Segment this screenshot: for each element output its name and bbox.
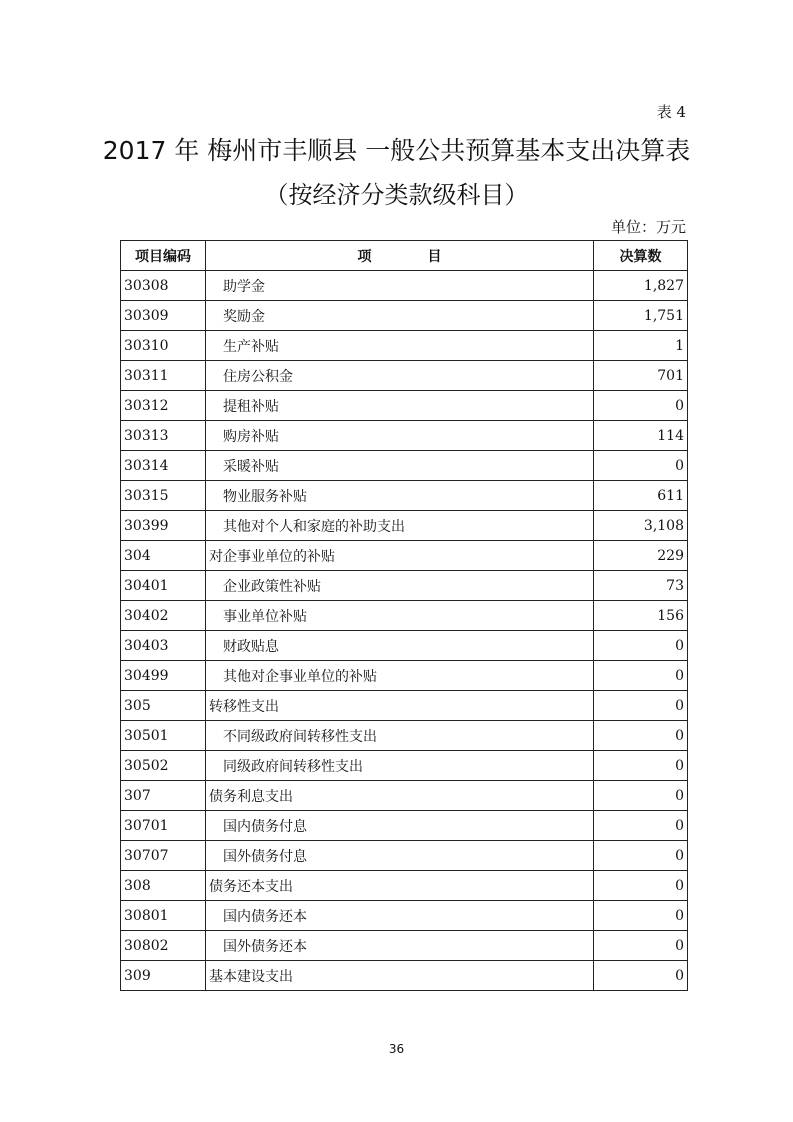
- table-row: [121, 811, 688, 841]
- row-item: 债务利息支出: [206, 781, 594, 811]
- table-row: [121, 871, 688, 901]
- table-row: [121, 271, 688, 301]
- row-amount: 0: [594, 961, 688, 991]
- row-item: 事业单位补贴: [206, 601, 594, 631]
- row-code: 30315: [121, 481, 206, 511]
- row-item: 采暖补贴: [206, 451, 594, 481]
- header-amount: 决算数: [594, 241, 688, 271]
- page-number: 36: [388, 1042, 405, 1056]
- row-code: 30802: [121, 931, 206, 961]
- table-row: [121, 451, 688, 481]
- row-amount: 0: [594, 781, 688, 811]
- row-code: 30313: [121, 421, 206, 451]
- table-row: [121, 301, 688, 331]
- row-amount: 73: [594, 571, 688, 601]
- table-row: [121, 331, 688, 361]
- row-amount: 0: [594, 931, 688, 961]
- row-item: 奖励金: [206, 301, 594, 331]
- row-code: 30311: [121, 361, 206, 391]
- row-item: 债务还本支出: [206, 871, 594, 901]
- row-code: 307: [121, 781, 206, 811]
- row-item: 国外债务付息: [206, 841, 594, 871]
- table-row: [121, 781, 688, 811]
- table-row: [121, 631, 688, 661]
- row-code: 30403: [121, 631, 206, 661]
- header-item: 项 目: [206, 241, 594, 271]
- row-code: 30501: [121, 721, 206, 751]
- row-item: 提租补贴: [206, 391, 594, 421]
- row-item: 基本建设支出: [206, 961, 594, 991]
- page-title: 2017 年 梅州市丰顺县 一般公共预算基本支出决算表: [102, 136, 691, 165]
- table-row: [121, 931, 688, 961]
- table-row: [121, 961, 688, 991]
- row-amount: 0: [594, 391, 688, 421]
- row-amount: 0: [594, 631, 688, 661]
- row-item: 转移性支出: [206, 691, 594, 721]
- row-code: 30310: [121, 331, 206, 361]
- row-amount: 0: [594, 841, 688, 871]
- table-row: [121, 841, 688, 871]
- row-amount: 0: [594, 901, 688, 931]
- row-code: 309: [121, 961, 206, 991]
- row-code: 30312: [121, 391, 206, 421]
- row-amount: 229: [594, 541, 688, 571]
- row-item: 其他对企事业单位的补贴: [206, 661, 594, 691]
- table-body: [121, 271, 688, 991]
- row-amount: 0: [594, 751, 688, 781]
- row-amount: 0: [594, 451, 688, 481]
- row-item: 国外债务还本: [206, 931, 594, 961]
- row-item: 购房补贴: [206, 421, 594, 451]
- unit-label: 单位：万元: [610, 218, 686, 236]
- row-code: 305: [121, 691, 206, 721]
- budget-table: [120, 240, 688, 991]
- row-amount: 701: [594, 361, 688, 391]
- table-row: [121, 691, 688, 721]
- table-row: [121, 601, 688, 631]
- row-item: 国内债务付息: [206, 811, 594, 841]
- table-row: [121, 901, 688, 931]
- row-item: 财政贴息: [206, 631, 594, 661]
- row-amount: 1: [594, 331, 688, 361]
- row-amount: 3,108: [594, 511, 688, 541]
- table-header-row: [121, 241, 688, 271]
- row-amount: 0: [594, 871, 688, 901]
- row-amount: 114: [594, 421, 688, 451]
- table-row: [121, 751, 688, 781]
- row-item: 企业政策性补贴: [206, 571, 594, 601]
- row-code: 30801: [121, 901, 206, 931]
- header-code: 项目编码: [121, 241, 206, 271]
- table-row: [121, 481, 688, 511]
- row-item: 不同级政府间转移性支出: [206, 721, 594, 751]
- row-code: 304: [121, 541, 206, 571]
- row-item: 住房公积金: [206, 361, 594, 391]
- table-row: [121, 721, 688, 751]
- row-amount: 156: [594, 601, 688, 631]
- row-code: 30499: [121, 661, 206, 691]
- row-code: 30314: [121, 451, 206, 481]
- row-amount: 0: [594, 721, 688, 751]
- row-amount: 0: [594, 661, 688, 691]
- row-item: 生产补贴: [206, 331, 594, 361]
- row-code: 30502: [121, 751, 206, 781]
- page-subtitle: （按经济分类款级科目）: [264, 181, 529, 209]
- row-item: 物业服务补贴: [206, 481, 594, 511]
- table-row: [121, 571, 688, 601]
- row-amount: 1,751: [594, 301, 688, 331]
- table-row: [121, 421, 688, 451]
- row-item: 其他对个人和家庭的补助支出: [206, 511, 594, 541]
- row-code: 30707: [121, 841, 206, 871]
- row-code: 30309: [121, 301, 206, 331]
- row-item: 对企事业单位的补贴: [206, 541, 594, 571]
- row-code: 30399: [121, 511, 206, 541]
- row-code: 308: [121, 871, 206, 901]
- row-code: 30401: [121, 571, 206, 601]
- table-row: [121, 511, 688, 541]
- row-code: 30308: [121, 271, 206, 301]
- row-code: 30701: [121, 811, 206, 841]
- row-amount: 1,827: [594, 271, 688, 301]
- table-row: [121, 541, 688, 571]
- row-amount: 611: [594, 481, 688, 511]
- row-amount: 0: [594, 811, 688, 841]
- table-row: [121, 361, 688, 391]
- row-item: 同级政府间转移性支出: [206, 751, 594, 781]
- table-label: 表 4: [656, 103, 686, 121]
- table-row: [121, 661, 688, 691]
- row-item: 助学金: [206, 271, 594, 301]
- row-amount: 0: [594, 691, 688, 721]
- table-row: [121, 391, 688, 421]
- row-code: 30402: [121, 601, 206, 631]
- row-item: 国内债务还本: [206, 901, 594, 931]
